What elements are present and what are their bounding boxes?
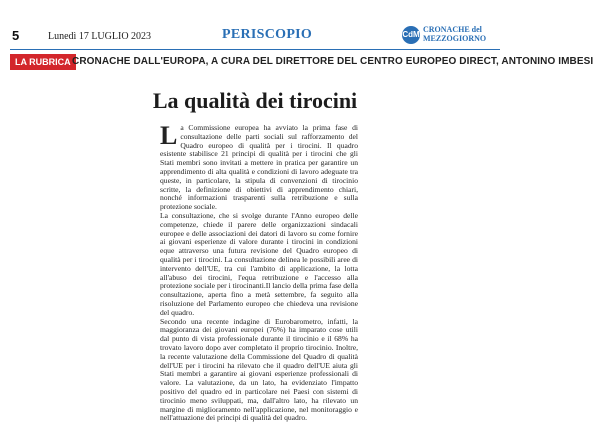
article-paragraph-1: a Commissione europea ha avviato la prima fase di consultazione delle parti sociali sul rafforzamento del Quadro europeo di qualità per i tirocini. Il quadro esistente stabilisce 21 principi di qualità per i tirocini che gli Stati membri sono invitati a mettere in pratica per garantire un apprendimento di alta qualità e condizioni di lavoro adeguate tra queste, in particolare, la stipula di convenzioni di tirocinio scritte, la definizione di obiettivi di apprendimento chiari, nonché informazioni trasparenti sulla retribuzione e sulla protezione sociale. xyxy=(160,123,358,212)
issue-date: Lunedì 17 LUGLIO 2023 xyxy=(48,31,152,42)
newspaper-logo xyxy=(402,24,502,46)
article-paragraph-2: La consultazione, che si svolge durante l'Anno europeo delle competenze, chiede il parere delle organizzazioni sindacali europee e delle associazioni dei datori di lavoro su come fornire ai giovani esperienze di valore durante i tirocini in condizioni eque attraverso una futura revisione del Quadro europeo di qualità per i tirocini. La consultazione delinea le possibili aree di intervento dell'UE, tra cui l'ambito di applicazione, la lotta all'abuso dei tirocini, l'equa retribuzione e l'accesso alla protezione sociale per i tirocinanti.Il lancio della prima fase della consultazione, aperta fino a metà settembre, fa seguito alla risoluzione del Parlamento europeo che chiedeva una revisione del quadro. xyxy=(160,210,358,317)
section-name: PERISCOPIO xyxy=(222,27,313,42)
article-paragraph-3: Secondo una recente indagine di Eurobarometro, infatti, la maggioranza dei giovani europei (76%) ha imparato cose utili dal punto di vista professionale durante il tirocinio e il 68% ha trovato lavoro dopo aver completato il proprio tirocinio. Inoltre, la recente valutazione della Commissione del Quadro di qualità dell'UE per i tirocini ha rilevato che il quadro dell'UE aiuta gli Stati membri a garantire ai giovani esperienze professionali di valore. La valutazione, da un lato, ha evidenziato l'impatto positivo del quadro ed in particolare nei Paesi con sistemi di tirocinio meno sviluppati, ma, dall'altro lato, ha rilevato un margine di miglioramento nell'applicazione, nel monitoraggio e nell'attuazione dei principi di qualità del quadro. xyxy=(160,316,358,423)
article-title: La qualità dei tirocini xyxy=(152,88,358,113)
logo-line-1: CRONACHE del xyxy=(423,25,482,34)
article-body xyxy=(160,121,358,423)
rubrica-tag: LA RUBRICA xyxy=(10,54,76,70)
logo-line-2: MEZZOGIORNO xyxy=(423,34,487,43)
drop-cap: L xyxy=(160,121,178,150)
rubrica-bar xyxy=(10,54,593,70)
page-header xyxy=(0,0,510,48)
logo-mark-icon: CdM xyxy=(402,26,420,44)
rubrica-text: CRONACHE DALL'EUROPA, A CURA DEL DIRETTORE DEL CENTRO EUROPEO DIRECT, ANTONINO IMBESI xyxy=(72,56,593,67)
header-divider xyxy=(10,49,500,50)
page-number: 5 xyxy=(12,28,20,43)
